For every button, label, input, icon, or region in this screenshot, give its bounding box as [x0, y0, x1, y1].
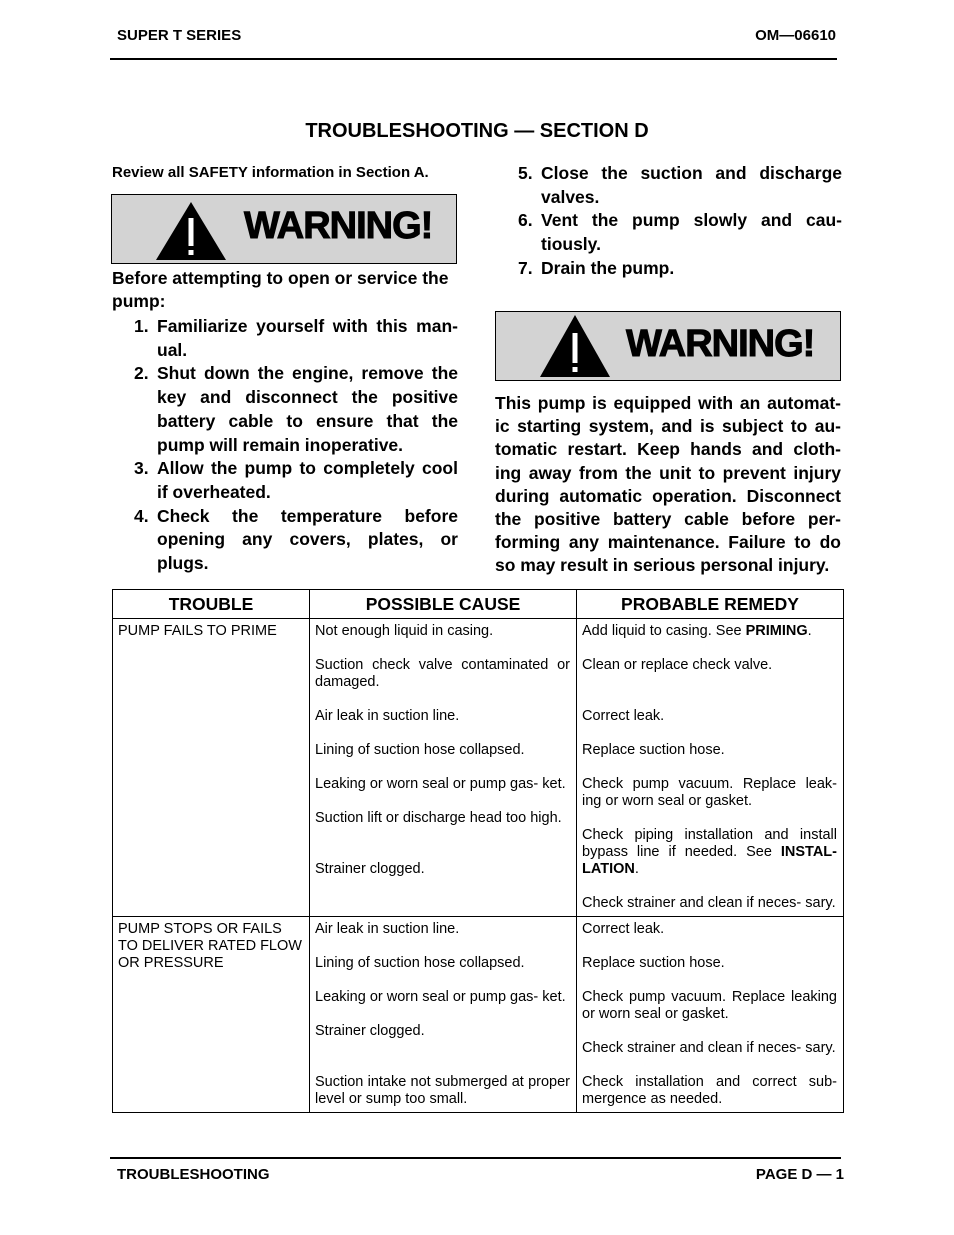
warning-label-1: WARNING!: [244, 205, 433, 247]
header-rule: [110, 58, 837, 60]
remedy-cell: [577, 619, 844, 917]
step-number: 1.: [134, 316, 149, 336]
cause-item: Strainer clogged.: [315, 861, 425, 877]
footer-page-number: PAGE D — 1: [755, 1166, 844, 1183]
remedy-cell: [577, 917, 844, 1113]
list-item: [134, 362, 458, 457]
step-text: Drain the pump.: [541, 257, 675, 278]
section-title: TROUBLESHOOTING — SECTION D: [305, 120, 649, 142]
cause-cell: [310, 619, 577, 917]
remedy-item: Check installation and correct sub- mergence as needed.: [582, 1074, 837, 1107]
step-text: Allow the pump to completely cool if overheated.: [157, 458, 458, 502]
column-header-remedy: PROBABLE REMEDY: [577, 590, 844, 619]
remedy-item: Correct leak.: [582, 708, 665, 724]
cause-item: Suction check valve contaminated or damaged.: [315, 657, 570, 690]
step-number: 7.: [518, 257, 533, 278]
step-number: 6.: [518, 210, 533, 231]
footer-rule: [110, 1157, 841, 1159]
auto-start-warning-text: This pump is equipped with an automat- ic starting system, and is subject to au- tomatic restart. Keep hands and cloth- ing away from the unit to prevent injury during automatic operation. Disconnect the positive battery cable before per- forming any maintenance. Failure to do so may result in serious personal injury.: [495, 393, 841, 576]
step-text: Shut down the engine, remove the key and disconnect the positive battery cable to ensure that the pump will remain inoperative.: [157, 363, 458, 455]
footer-section: TROUBLESHOOTING: [117, 1166, 270, 1183]
cause-item: Strainer clogged.: [315, 1023, 425, 1039]
list-item: [134, 457, 458, 504]
review-safety-note: Review all SAFETY information in Section A.: [112, 164, 429, 181]
warning-box-2: [495, 311, 841, 381]
cause-cell: [310, 917, 577, 1113]
remedy-item: Check strainer and clean if neces- sary.: [582, 895, 836, 911]
warning-triangle-icon: [538, 313, 612, 379]
trouble-text: PUMP STOPS OR FAILS TO DELIVER RATED FLOW OR PRESSURE: [118, 921, 302, 971]
trouble-text: PUMP FAILS TO PRIME: [118, 623, 277, 639]
list-item: [518, 209, 842, 256]
steps-list-left: [134, 315, 458, 576]
remedy-item: Clean or replace check valve.: [582, 657, 773, 673]
warning-triangle-icon: [154, 200, 228, 262]
trouble-cell: [113, 619, 310, 917]
before-service-intro: Before attempting to open or service the pump:: [112, 268, 449, 311]
column-header-trouble: TROUBLE: [113, 590, 310, 619]
list-item: [134, 505, 458, 576]
cause-item: Not enough liquid in casing.: [315, 623, 494, 639]
table-row: [113, 619, 844, 917]
remedy-item: Check pump vacuum. Replace leaking or worn seal or gasket.: [582, 989, 837, 1022]
steps-list-right: [518, 162, 842, 281]
column-header-cause: POSSIBLE CAUSE: [310, 590, 577, 619]
table-row: [113, 917, 844, 1113]
step-text: Close the suction and discharge valves.: [541, 163, 842, 207]
header-doc-number: OM—06610: [755, 27, 836, 44]
list-item: [134, 315, 458, 362]
cause-item: Leaking or worn seal or pump gas- ket.: [315, 989, 566, 1005]
remedy-item: Replace suction hose.: [582, 742, 725, 758]
cause-item: Air leak in suction line.: [315, 921, 460, 937]
cause-item: Lining of suction hose collapsed.: [315, 742, 525, 758]
table-header-row: [113, 590, 844, 619]
cause-item: Suction intake not submerged at proper level or sump too small.: [315, 1074, 570, 1107]
remedy-item: Check piping installation and install bypass line if needed. See INSTAL- LATION.: [582, 827, 837, 877]
remedy-item: Add liquid to casing. See PRIMING.: [582, 623, 812, 639]
remedy-item: Correct leak.: [582, 921, 665, 937]
step-text: Vent the pump slowly and cau- tiously.: [541, 210, 842, 255]
warning-box-1: [111, 194, 457, 264]
remedy-item: Check pump vacuum. Replace leak- ing or worn seal or gasket.: [582, 776, 837, 809]
warning-label-2: WARNING!: [626, 323, 815, 365]
remedy-item: Replace suction hose.: [582, 955, 725, 971]
cause-item: Leaking or worn seal or pump gas- ket.: [315, 776, 566, 792]
step-number: 2.: [134, 363, 149, 384]
troubleshooting-table: [112, 589, 844, 1113]
step-number: 4.: [134, 505, 149, 526]
header-series: SUPER T SERIES: [117, 27, 242, 44]
cause-item: Lining of suction hose collapsed.: [315, 955, 525, 971]
trouble-cell: [113, 917, 310, 1113]
list-item: [518, 162, 842, 209]
step-text: Check the temperature before opening any covers, plates, or plugs.: [157, 505, 458, 574]
remedy-item: Check strainer and clean if neces- sary.: [582, 1040, 836, 1056]
cause-item: Air leak in suction line.: [315, 708, 460, 724]
cause-item: Suction lift or discharge head too high.: [315, 810, 562, 826]
list-item: [518, 257, 842, 281]
step-text: Familiarize yourself with this man- ual.: [157, 316, 458, 360]
step-number: 5.: [518, 163, 533, 183]
step-number: 3.: [134, 458, 149, 479]
